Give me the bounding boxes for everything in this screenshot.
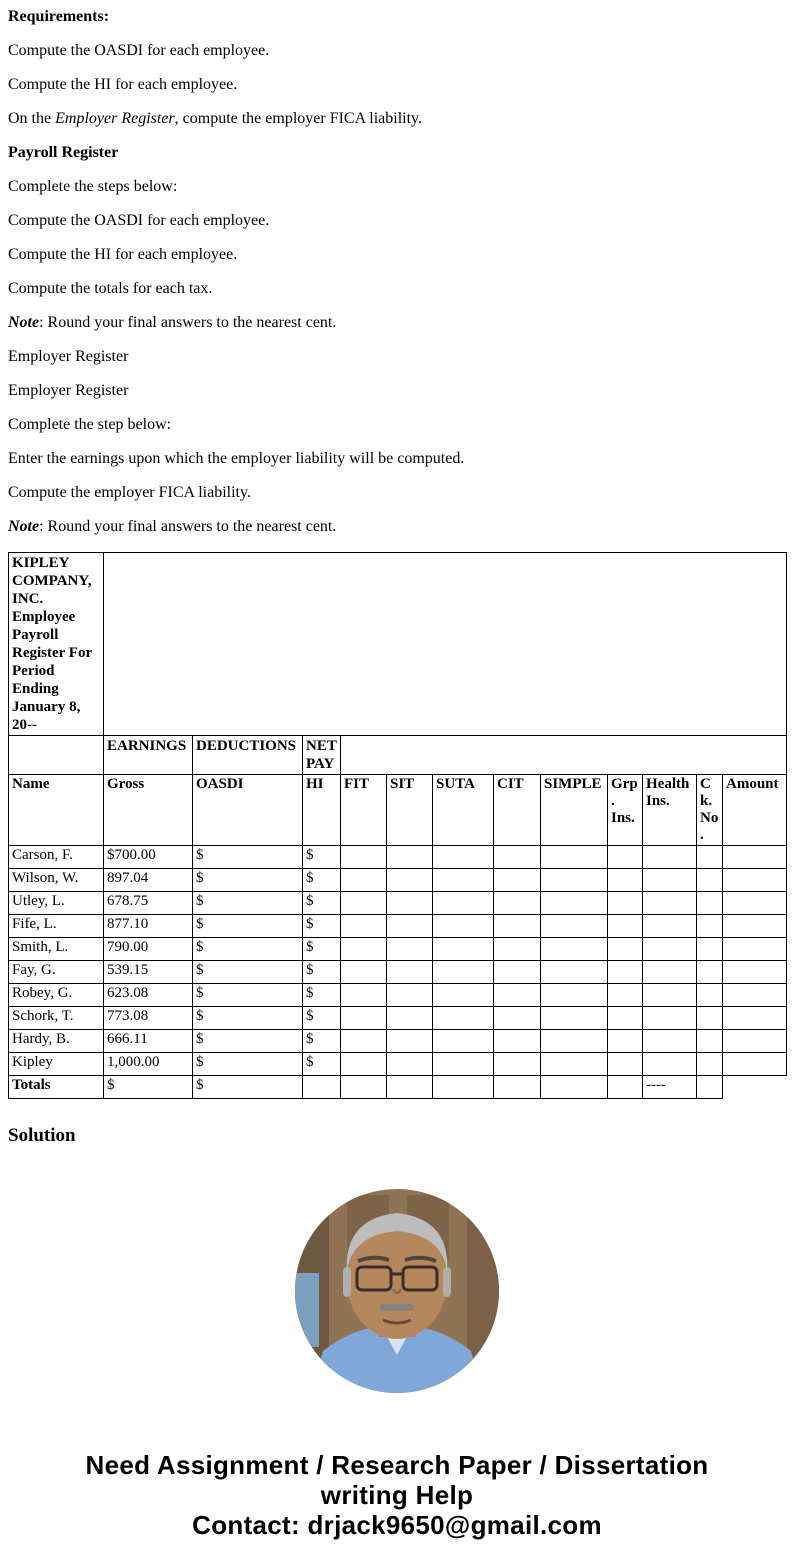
text-run: Payroll Register [8, 144, 119, 161]
cell-amount [723, 961, 787, 984]
text-run: On the [8, 110, 56, 127]
text-run: Compute the employer FICA liability. [8, 484, 251, 501]
cell-sit [387, 1030, 433, 1053]
cell-oasdi: $ [193, 1053, 303, 1076]
document [8, 8, 786, 1540]
table-row [9, 915, 787, 938]
cell-hi: $ [303, 938, 341, 961]
cell-amount [723, 984, 787, 1007]
cell-name: Fife, L. [9, 915, 104, 938]
paragraph [8, 382, 786, 400]
cell-gross: 877.10 [104, 915, 193, 938]
paragraph [8, 484, 786, 502]
cell-gross: 773.08 [104, 1007, 193, 1030]
cell-amount [723, 1030, 787, 1053]
cell-sit [387, 846, 433, 869]
text-run: Compute the OASDI for each employee. [8, 42, 270, 59]
paragraph [8, 110, 786, 128]
cell-cit [494, 1007, 541, 1030]
cell-hi: $ [303, 1030, 341, 1053]
cell-sit [387, 915, 433, 938]
paragraph [8, 416, 786, 434]
paragraph [8, 314, 786, 332]
totals-cell-cit [494, 1076, 541, 1099]
cell-ck-no [697, 846, 723, 869]
cell-amount [723, 1053, 787, 1076]
footer-contact-email: Contact: drjack9650@gmail.com [192, 1510, 602, 1540]
cell-amount [723, 869, 787, 892]
cell-fit [341, 984, 387, 1007]
cell-simple [541, 892, 608, 915]
cell-health-ins [643, 869, 697, 892]
cell-simple [541, 984, 608, 1007]
cell-suta [433, 915, 494, 938]
cell-name: Fay, G. [9, 961, 104, 984]
cell-suta [433, 984, 494, 1007]
cell-health-ins [643, 915, 697, 938]
text-run: , compute the employer FICA liability. [174, 110, 423, 127]
cell-ck-no [697, 892, 723, 915]
cell-grp-ins [608, 892, 643, 915]
col-header-simple: SIMPLE [541, 775, 608, 846]
cell-name: Hardy, B. [9, 1030, 104, 1053]
paragraph [8, 76, 786, 94]
table-row [9, 1030, 787, 1053]
cell-sit [387, 984, 433, 1007]
cell-fit [341, 892, 387, 915]
cell-oasdi: $ [193, 846, 303, 869]
cell-suta [433, 846, 494, 869]
totals-cell-ck-no [697, 1076, 723, 1099]
cell-sit [387, 938, 433, 961]
cell-oasdi: $ [193, 869, 303, 892]
cell-name: Utley, L. [9, 892, 104, 915]
cell-suta [433, 892, 494, 915]
title-spacer-cell [104, 553, 787, 736]
cell-health-ins [643, 1030, 697, 1053]
paragraph [8, 348, 786, 366]
cell-simple [541, 1007, 608, 1030]
cell-hi: $ [303, 869, 341, 892]
group-header-row [9, 736, 787, 775]
paragraph [8, 246, 786, 264]
avatar-container [8, 1189, 786, 1398]
cell-health-ins [643, 938, 697, 961]
cell-grp-ins [608, 1053, 643, 1076]
cell-amount [723, 1007, 787, 1030]
cell-oasdi: $ [193, 984, 303, 1007]
cell-cit [494, 869, 541, 892]
cell-simple [541, 1030, 608, 1053]
cell-grp-ins [608, 869, 643, 892]
cell-gross: 678.75 [104, 892, 193, 915]
cell-ck-no [697, 938, 723, 961]
text-run: : Round your final answers to the nearest cent. [39, 518, 337, 535]
cell-hi: $ [303, 1007, 341, 1030]
table-row [9, 1007, 787, 1030]
totals-cell-sit [387, 1076, 433, 1099]
cell-simple [541, 915, 608, 938]
cell-name: Wilson, W. [9, 869, 104, 892]
cell-suta [433, 1007, 494, 1030]
paragraph [8, 42, 786, 60]
cell-oasdi: $ [193, 961, 303, 984]
cell-sit [387, 1007, 433, 1030]
cell-sit [387, 892, 433, 915]
table-row [9, 938, 787, 961]
cell-oasdi: $ [193, 1007, 303, 1030]
text-run: : Round your final answers to the nearest cent. [39, 314, 337, 331]
cell-fit [341, 869, 387, 892]
text-run: Employer Register [55, 110, 175, 127]
cell-fit [341, 1053, 387, 1076]
cell-simple [541, 846, 608, 869]
cell-grp-ins [608, 846, 643, 869]
cell-oasdi: $ [193, 915, 303, 938]
col-header-cit: CIT [494, 775, 541, 846]
cell-amount [723, 938, 787, 961]
cell-suta [433, 961, 494, 984]
cell-health-ins [643, 961, 697, 984]
cell-oasdi: $ [193, 938, 303, 961]
cell-oasdi: $ [193, 892, 303, 915]
cell-grp-ins [608, 915, 643, 938]
cell-gross: 666.11 [104, 1030, 193, 1053]
cell-fit [341, 938, 387, 961]
text-run: Compute the HI for each employee. [8, 246, 238, 263]
cell-hi: $ [303, 1053, 341, 1076]
col-header-amount: Amount [723, 775, 787, 846]
col-header-hi: HI [303, 775, 341, 846]
instructor-photo [295, 1189, 499, 1393]
cell-ck-no [697, 915, 723, 938]
cell-hi: $ [303, 915, 341, 938]
table-title-cell: KIPLEY COMPANY, INC. Employee Payroll Register For Period Ending January 8, 20-- [9, 553, 104, 736]
cell-ck-no [697, 1007, 723, 1030]
table-row [9, 984, 787, 1007]
text-run: Employer Register [8, 382, 129, 399]
totals-cell-name: Totals [9, 1076, 104, 1099]
text-run: Complete the step below: [8, 416, 172, 433]
cell-simple [541, 869, 608, 892]
paragraph [8, 144, 786, 162]
col-header-suta: SUTA [433, 775, 494, 846]
text-run: Compute the totals for each tax. [8, 280, 213, 297]
payroll-table-body [9, 553, 787, 1099]
cell-ck-no [697, 869, 723, 892]
cell-gross: 790.00 [104, 938, 193, 961]
text-run: Note [8, 314, 40, 331]
paragraph [8, 212, 786, 230]
title-row [9, 553, 787, 736]
cell-health-ins [643, 892, 697, 915]
cell-simple [541, 961, 608, 984]
cell-name: Robey, G. [9, 984, 104, 1007]
cell-hi: $ [303, 984, 341, 1007]
col-header-sit: SIT [387, 775, 433, 846]
table-row [9, 892, 787, 915]
cell-health-ins [643, 846, 697, 869]
cell-gross: 539.15 [104, 961, 193, 984]
cell-grp-ins [608, 961, 643, 984]
totals-cell-suta [433, 1076, 494, 1099]
totals-cell-health-ins: ---- [643, 1076, 697, 1099]
totals-cell-simple [541, 1076, 608, 1099]
cell-fit [341, 961, 387, 984]
table-row [9, 1053, 787, 1076]
cell-gross: 1,000.00 [104, 1053, 193, 1076]
cell-name: Smith, L. [9, 938, 104, 961]
cell-fit [341, 1007, 387, 1030]
text-run: Note [8, 518, 40, 535]
paragraph [8, 280, 786, 298]
col-header-oasdi: OASDI [193, 775, 303, 846]
cell-fit [341, 1030, 387, 1053]
table-row [9, 869, 787, 892]
payroll-register-table [8, 552, 787, 1099]
totals-cell-gross: $ [104, 1076, 193, 1099]
col-header-health-ins: Health Ins. [643, 775, 697, 846]
cell-sit [387, 1053, 433, 1076]
cell-amount [723, 892, 787, 915]
cell-suta [433, 1053, 494, 1076]
table-row [9, 846, 787, 869]
group-header-net-pay: NET PAY [303, 736, 341, 775]
totals-cell-fit [341, 1076, 387, 1099]
cell-suta [433, 938, 494, 961]
totals-cell-grp-ins [608, 1076, 643, 1099]
cell-fit [341, 846, 387, 869]
cell-gross: 897.04 [104, 869, 193, 892]
paragraph [8, 518, 786, 536]
cell-health-ins [643, 1007, 697, 1030]
cell-name: Carson, F. [9, 846, 104, 869]
cell-ck-no [697, 961, 723, 984]
cell-oasdi: $ [193, 1030, 303, 1053]
cell-grp-ins [608, 1007, 643, 1030]
cell-cit [494, 1030, 541, 1053]
totals-cell-oasdi: $ [193, 1076, 303, 1099]
cell-simple [541, 1053, 608, 1076]
cell-grp-ins [608, 1030, 643, 1053]
col-header-ck-no: Ck. No. [697, 775, 723, 846]
text-run: Complete the steps below: [8, 178, 178, 195]
cell-gross: $700.00 [104, 846, 193, 869]
footer-line: writing Help [320, 1480, 474, 1510]
text-run: Requirements: [8, 8, 110, 25]
cell-cit [494, 961, 541, 984]
cell-amount [723, 915, 787, 938]
cell-simple [541, 938, 608, 961]
mustache [380, 1304, 414, 1311]
footer-help-text [8, 1450, 786, 1540]
cell-cit [494, 1053, 541, 1076]
footer-line: Need Assignment / Research Paper / Dissertation [85, 1450, 709, 1480]
solution-heading: Solution [8, 1125, 76, 1146]
cell-grp-ins [608, 984, 643, 1007]
cell-cit [494, 938, 541, 961]
cell-name: Kipley [9, 1053, 104, 1076]
paragraph [8, 8, 786, 26]
paragraph [8, 178, 786, 196]
cell-amount [723, 846, 787, 869]
column-header-row [9, 775, 787, 846]
cell-cit [494, 892, 541, 915]
text-run: Compute the HI for each employee. [8, 76, 238, 93]
totals-cell-hi [303, 1076, 341, 1099]
doc-paragraphs [8, 8, 786, 536]
cell-cit [494, 915, 541, 938]
cell-hi: $ [303, 892, 341, 915]
col-header-fit: FIT [341, 775, 387, 846]
cell-gross: 623.08 [104, 984, 193, 1007]
cell-grp-ins [608, 938, 643, 961]
cell-hi: $ [303, 846, 341, 869]
paragraph [8, 450, 786, 468]
cell-health-ins [643, 984, 697, 1007]
cell-cit [494, 846, 541, 869]
text-run: Enter the earnings upon which the employer liability will be computed. [8, 450, 465, 467]
cell-health-ins [643, 1053, 697, 1076]
cell-fit [341, 915, 387, 938]
cell-ck-no [697, 984, 723, 1007]
cell-ck-no [697, 1030, 723, 1053]
col-header-name: Name [9, 775, 104, 846]
group-spacer-cell [341, 736, 787, 775]
col-header-gross: Gross [104, 775, 193, 846]
cell-suta [433, 869, 494, 892]
cell-name: Schork, T. [9, 1007, 104, 1030]
group-header-deductions: DEDUCTIONS [193, 736, 303, 775]
cell-cit [494, 984, 541, 1007]
cell-ck-no [697, 1053, 723, 1076]
cell-sit [387, 869, 433, 892]
text-run: Employer Register [8, 348, 129, 365]
cell-sit [387, 961, 433, 984]
text-run: Compute the OASDI for each employee. [8, 212, 270, 229]
totals-row [9, 1076, 787, 1099]
col-header-grp-ins: Grp. Ins. [608, 775, 643, 846]
table-row [9, 961, 787, 984]
group-header-earnings: EARNINGS [104, 736, 193, 775]
cell-suta [433, 1030, 494, 1053]
group-spacer-cell [9, 736, 104, 775]
cell-hi: $ [303, 961, 341, 984]
